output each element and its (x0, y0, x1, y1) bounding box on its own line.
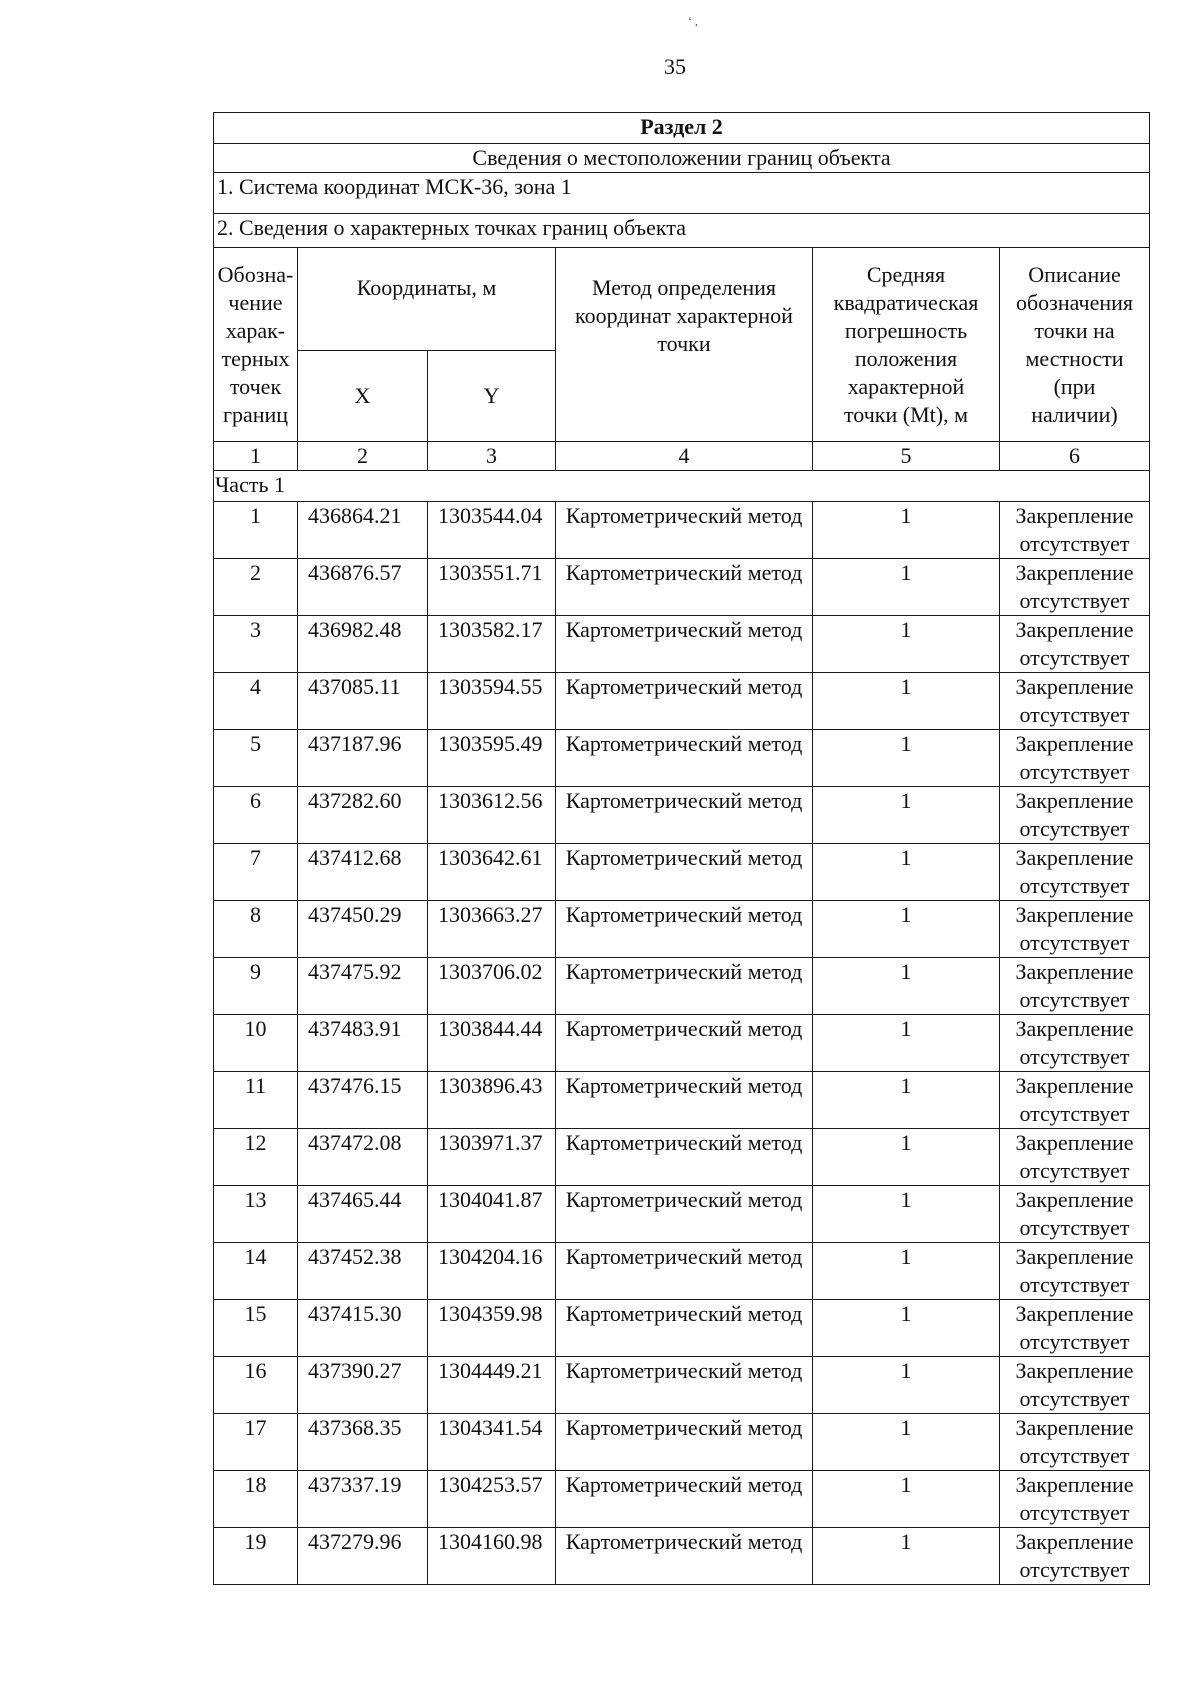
mean-square-error: 1 (813, 559, 1000, 616)
point-number: 18 (214, 1471, 298, 1528)
point-description: Закрепление отсутствует (1000, 616, 1150, 673)
coord-x: 436876.57 (298, 559, 428, 616)
mean-square-error: 1 (813, 1471, 1000, 1528)
point-description: Закрепление отсутствует (1000, 1243, 1150, 1300)
point-number: 16 (214, 1357, 298, 1414)
coordinate-system: 1. Система координат МСК-36, зона 1 (214, 173, 1150, 214)
coord-x: 437483.91 (298, 1015, 428, 1072)
header-error: Средняя квадратическая погрешность положения характерной точки (Mt), м (813, 248, 1000, 442)
part-label: Часть 1 (214, 471, 1150, 502)
point-number: 3 (214, 616, 298, 673)
mean-square-error: 1 (813, 1528, 1000, 1585)
coord-x: 437187.96 (298, 730, 428, 787)
point-description: Закрепление отсутствует (1000, 502, 1150, 559)
determination-method: Картометрический метод (556, 1072, 813, 1129)
mean-square-error: 1 (813, 1186, 1000, 1243)
coord-y: 1303642.61 (428, 844, 556, 901)
coord-y: 1303896.43 (428, 1072, 556, 1129)
coord-x: 437476.15 (298, 1072, 428, 1129)
mean-square-error: 1 (813, 1129, 1000, 1186)
column-number: 3 (428, 442, 556, 471)
coord-x: 437412.68 (298, 844, 428, 901)
coord-x: 437472.08 (298, 1129, 428, 1186)
determination-method: Картометрический метод (556, 1300, 813, 1357)
point-number: 9 (214, 958, 298, 1015)
page-number: 35 (664, 54, 686, 79)
coord-x: 436982.48 (298, 616, 428, 673)
header-coordinates: Координаты, м (298, 248, 556, 351)
table-row (214, 1186, 1150, 1243)
column-number: 1 (214, 442, 298, 471)
point-description: Закрепление отсутствует (1000, 958, 1150, 1015)
coord-y: 1303844.44 (428, 1015, 556, 1072)
point-number: 10 (214, 1015, 298, 1072)
point-description: Закрепление отсутствует (1000, 1300, 1150, 1357)
mean-square-error: 1 (813, 1243, 1000, 1300)
table-row (214, 1357, 1150, 1414)
mean-square-error: 1 (813, 730, 1000, 787)
header-designation: Обозна- чение харак- терных точек границ (214, 248, 298, 442)
scan-mark: ʻ , (688, 14, 698, 28)
point-description: Закрепление отсутствует (1000, 787, 1150, 844)
table-row (214, 958, 1150, 1015)
point-number: 2 (214, 559, 298, 616)
table-row (214, 616, 1150, 673)
point-number: 8 (214, 901, 298, 958)
mean-square-error: 1 (813, 673, 1000, 730)
table-row (214, 673, 1150, 730)
determination-method: Картометрический метод (556, 787, 813, 844)
mean-square-error: 1 (813, 958, 1000, 1015)
mean-square-error: 1 (813, 844, 1000, 901)
point-description: Закрепление отсутствует (1000, 1186, 1150, 1243)
coord-y: 1304204.16 (428, 1243, 556, 1300)
coord-y: 1303551.71 (428, 559, 556, 616)
header-description: Описание обозначения точки на местности (при наличии) (1000, 248, 1150, 442)
point-number: 12 (214, 1129, 298, 1186)
coord-x: 437279.96 (298, 1528, 428, 1585)
coord-x: 437465.44 (298, 1186, 428, 1243)
coord-y: 1303706.02 (428, 958, 556, 1015)
point-number: 11 (214, 1072, 298, 1129)
point-description: Закрепление отсутствует (1000, 673, 1150, 730)
determination-method: Картометрический метод (556, 1015, 813, 1072)
point-description: Закрепление отсутствует (1000, 1015, 1150, 1072)
coord-y: 1304359.98 (428, 1300, 556, 1357)
coord-y: 1303595.49 (428, 730, 556, 787)
point-number: 14 (214, 1243, 298, 1300)
determination-method: Картометрический метод (556, 1414, 813, 1471)
point-description: Закрепление отсутствует (1000, 1129, 1150, 1186)
mean-square-error: 1 (813, 1072, 1000, 1129)
point-description: Закрепление отсутствует (1000, 1528, 1150, 1585)
column-number: 5 (813, 442, 1000, 471)
coord-y: 1304160.98 (428, 1528, 556, 1585)
point-description: Закрепление отсутствует (1000, 1357, 1150, 1414)
table-row (214, 1072, 1150, 1129)
point-number: 4 (214, 673, 298, 730)
table-row (214, 1243, 1150, 1300)
determination-method: Картометрический метод (556, 1186, 813, 1243)
determination-method: Картометрический метод (556, 1357, 813, 1414)
coord-x: 437390.27 (298, 1357, 428, 1414)
coord-y: 1303612.56 (428, 787, 556, 844)
point-number: 1 (214, 502, 298, 559)
point-number: 7 (214, 844, 298, 901)
table-row (214, 1015, 1150, 1072)
table-row (214, 1414, 1150, 1471)
table-row (214, 559, 1150, 616)
point-description: Закрепление отсутствует (1000, 1414, 1150, 1471)
determination-method: Картометрический метод (556, 673, 813, 730)
mean-square-error: 1 (813, 502, 1000, 559)
table-row (214, 502, 1150, 559)
coord-y: 1303663.27 (428, 901, 556, 958)
table-row (214, 844, 1150, 901)
determination-method: Картометрический метод (556, 1129, 813, 1186)
point-number: 19 (214, 1528, 298, 1585)
determination-method: Картометрический метод (556, 958, 813, 1015)
table-row (214, 901, 1150, 958)
determination-method: Картометрический метод (556, 844, 813, 901)
column-number: 4 (556, 442, 813, 471)
point-description: Закрепление отсутствует (1000, 844, 1150, 901)
points-heading: 2. Сведения о характерных точках границ объекта (214, 214, 1150, 248)
mean-square-error: 1 (813, 1300, 1000, 1357)
column-number: 2 (298, 442, 428, 471)
determination-method: Картометрический метод (556, 1528, 813, 1585)
determination-method: Картометрический метод (556, 1243, 813, 1300)
mean-square-error: 1 (813, 1414, 1000, 1471)
point-description: Закрепление отсутствует (1000, 1072, 1150, 1129)
point-number: 6 (214, 787, 298, 844)
determination-method: Картометрический метод (556, 730, 813, 787)
coord-x: 437282.60 (298, 787, 428, 844)
point-description: Закрепление отсутствует (1000, 901, 1150, 958)
coord-y: 1303971.37 (428, 1129, 556, 1186)
determination-method: Картометрический метод (556, 1471, 813, 1528)
mean-square-error: 1 (813, 901, 1000, 958)
table-row (214, 1471, 1150, 1528)
coord-x: 437085.11 (298, 673, 428, 730)
coord-x: 437337.19 (298, 1471, 428, 1528)
section-title: Раздел 2 (214, 113, 1150, 144)
determination-method: Картометрический метод (556, 901, 813, 958)
column-number: 6 (1000, 442, 1150, 471)
table-row (214, 1528, 1150, 1585)
coord-x: 437368.35 (298, 1414, 428, 1471)
coord-y: 1303594.55 (428, 673, 556, 730)
coord-x: 436864.21 (298, 502, 428, 559)
point-number: 5 (214, 730, 298, 787)
coord-y: 1304341.54 (428, 1414, 556, 1471)
coord-x: 437475.92 (298, 958, 428, 1015)
header-x: X (298, 351, 428, 442)
coord-x: 437415.30 (298, 1300, 428, 1357)
table-row (214, 1300, 1150, 1357)
point-number: 15 (214, 1300, 298, 1357)
coord-y: 1303544.04 (428, 502, 556, 559)
point-description: Закрепление отсутствует (1000, 559, 1150, 616)
table-row (214, 787, 1150, 844)
coord-y: 1304253.57 (428, 1471, 556, 1528)
determination-method: Картометрический метод (556, 559, 813, 616)
determination-method: Картометрический метод (556, 616, 813, 673)
table-row (214, 1129, 1150, 1186)
header-y: Y (428, 351, 556, 442)
coord-y: 1304449.21 (428, 1357, 556, 1414)
point-description: Закрепление отсутствует (1000, 1471, 1150, 1528)
table-row (214, 730, 1150, 787)
mean-square-error: 1 (813, 1357, 1000, 1414)
point-number: 13 (214, 1186, 298, 1243)
header-method: Метод определения координат характерной точки (556, 248, 813, 442)
coord-x: 437450.29 (298, 901, 428, 958)
determination-method: Картометрический метод (556, 502, 813, 559)
coord-y: 1304041.87 (428, 1186, 556, 1243)
mean-square-error: 1 (813, 616, 1000, 673)
mean-square-error: 1 (813, 787, 1000, 844)
coord-y: 1303582.17 (428, 616, 556, 673)
boundary-points-table (213, 112, 1150, 1585)
coord-x: 437452.38 (298, 1243, 428, 1300)
section-subtitle: Сведения о местоположении границ объекта (214, 144, 1150, 173)
point-number: 17 (214, 1414, 298, 1471)
point-description: Закрепление отсутствует (1000, 730, 1150, 787)
mean-square-error: 1 (813, 1015, 1000, 1072)
